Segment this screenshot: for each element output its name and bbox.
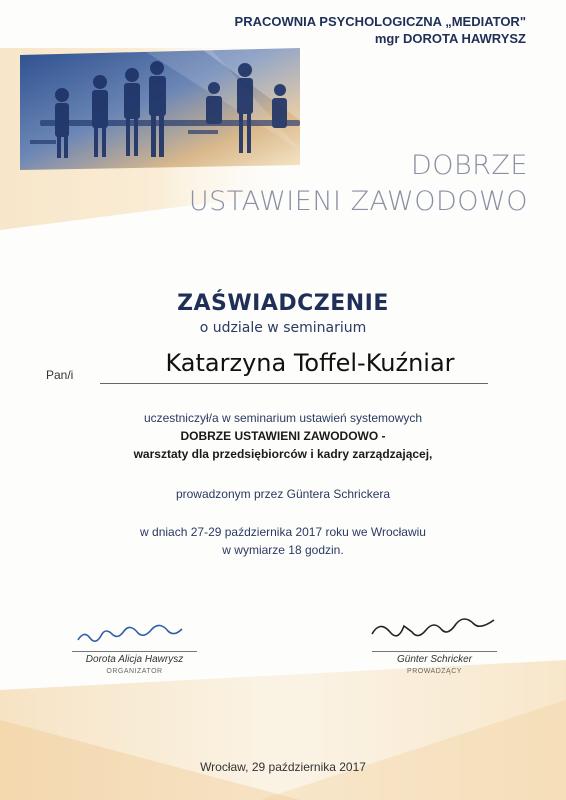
body-line-6: w wymiarze 18 godzin. <box>222 543 344 557</box>
organization-name: PRACOWNIA PSYCHOLOGICZNA „MEDIATOR" <box>234 14 526 29</box>
presenter-signature-line <box>372 651 497 652</box>
organizer-signature-line <box>72 651 197 652</box>
certificate-heading: ZAŚWIADCZENIE <box>177 291 389 316</box>
body-line-5: w dniach 27-29 października 2017 roku we Wrocławiu <box>140 525 426 539</box>
recipient-name: Katarzyna Toffel-Kuźniar <box>165 349 455 377</box>
recipient-underline <box>100 383 488 384</box>
body-line-3: warsztaty dla przedsiębiorców i kadry zarządzającej, <box>133 447 433 461</box>
body-line-1: uczestniczył/a w seminarium ustawień systemowych <box>143 411 423 425</box>
organization-person: mgr DOROTA HAWRYSZ <box>374 31 526 46</box>
program-title-line2: USTAWIENI ZAWODOWO <box>188 186 528 217</box>
certificate-subheading: o udziale w seminarium <box>199 320 367 336</box>
organizer-name: Dorota Alicja Hawrysz <box>85 654 184 665</box>
program-title-line1: DOBRZE <box>410 150 528 181</box>
body-line-4: prowadzonym przez Güntera Schrickera <box>175 487 391 501</box>
presenter-signature-scribble <box>372 619 494 636</box>
place-and-date: Wrocław, 29 października 2017 <box>200 760 366 774</box>
recipient-label: Pan/i <box>46 368 74 382</box>
organizer-signature-scribble <box>78 625 182 641</box>
presenter-name: Günter Schricker <box>396 654 473 665</box>
body-line-2: DOBRZE USTAWIENI ZAWODOWO - <box>180 429 386 443</box>
organizer-role: ORGANIZATOR <box>106 668 163 675</box>
presenter-role: PROWADZĄCY <box>407 668 462 675</box>
